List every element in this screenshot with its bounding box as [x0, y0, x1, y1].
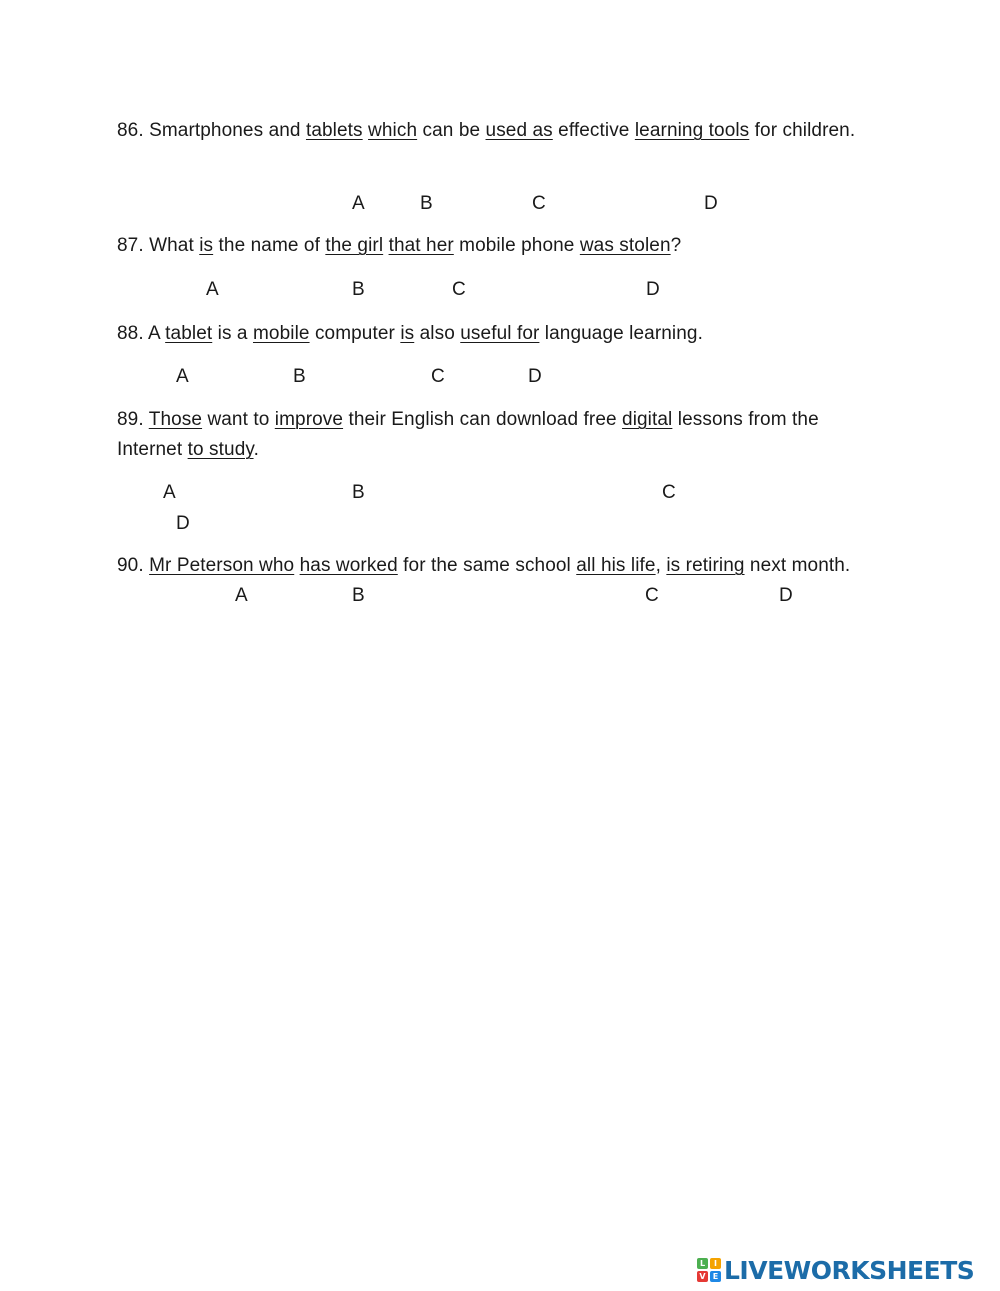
sentence-text: 87. What — [117, 235, 200, 256]
sentence-text: computer — [309, 323, 401, 344]
sentence-text: for children. — [749, 120, 856, 141]
underlined-phrase: learning tools — [634, 120, 750, 141]
question-88 — [117, 319, 862, 349]
question-89 — [117, 405, 862, 465]
underlined-phrase: digital — [622, 409, 673, 430]
sentence-text: mobile phone — [453, 235, 580, 256]
underlined-phrase: to study — [187, 439, 254, 460]
underlined-phrase: is — [199, 235, 214, 256]
underlined-phrase: is — [400, 323, 415, 344]
sentence-text: language learning. — [539, 323, 703, 344]
q90-option-d: D — [779, 585, 793, 606]
sentence-text: want to — [202, 409, 275, 430]
q86-option-c: C — [532, 193, 546, 214]
mark-letter: V — [697, 1271, 708, 1282]
q88-option-a: A — [176, 366, 189, 387]
liveworksheets-mark-icon — [697, 1258, 721, 1282]
q87-option-a: A — [206, 279, 219, 300]
q88-option-b: B — [293, 366, 306, 387]
sentence-text: lessons from the Internet — [117, 409, 819, 460]
underlined-phrase: Those — [148, 409, 203, 430]
sentence-text: next month. — [744, 555, 851, 576]
sentence-text: for the same school — [397, 555, 577, 576]
underlined-phrase: useful for — [460, 323, 540, 344]
q90-option-a: A — [235, 585, 248, 606]
underlined-phrase: was stolen — [579, 235, 671, 256]
sentence-text: the name of — [213, 235, 326, 256]
sentence-text: . — [253, 439, 259, 460]
sentence-text: can be — [417, 120, 486, 141]
underlined-phrase: improve — [274, 409, 344, 430]
q88-option-c: C — [431, 366, 445, 387]
sentence-text: 88. A — [117, 323, 166, 344]
q87-option-b: B — [352, 279, 365, 300]
mark-letter: L — [697, 1258, 708, 1269]
q89-option-a: A — [163, 482, 176, 503]
brand-name: LIVEWORKSHEETS — [724, 1255, 975, 1285]
underlined-phrase: used as — [485, 120, 553, 141]
q89-option-c: C — [662, 482, 676, 503]
sentence-text: ? — [670, 235, 682, 256]
sentence-text: 86. Smartphones and — [117, 120, 306, 141]
q87-option-d: D — [646, 279, 660, 300]
underlined-phrase: the girl — [325, 235, 384, 256]
underlined-phrase: that her — [388, 235, 454, 256]
q90-option-b: B — [352, 585, 365, 606]
q87-option-c: C — [452, 279, 466, 300]
question-90 — [117, 551, 862, 581]
sentence-text: their English can download free — [343, 409, 623, 430]
mark-letter: E — [710, 1271, 721, 1282]
question-87 — [117, 231, 862, 261]
underlined-phrase: tablets — [305, 120, 363, 141]
underlined-phrase: tablet — [165, 323, 213, 344]
q86-option-b: B — [420, 193, 433, 214]
sentence-text: 90. — [117, 555, 150, 576]
sentence-text: is a — [212, 323, 253, 344]
mark-letter: I — [710, 1258, 721, 1269]
q89-option-b: B — [352, 482, 365, 503]
underlined-phrase: is retiring — [666, 555, 745, 576]
q90-option-c: C — [645, 585, 659, 606]
q86-option-d: D — [704, 193, 718, 214]
underlined-phrase: which — [368, 120, 418, 141]
sentence-text: effective — [552, 120, 635, 141]
underlined-phrase: all his life — [576, 555, 656, 576]
sentence-text: , — [655, 555, 667, 576]
underlined-phrase: has worked — [299, 555, 398, 576]
liveworksheets-logo — [697, 1254, 974, 1286]
q88-option-d: D — [528, 366, 542, 387]
q86-option-a: A — [352, 193, 365, 214]
sentence-text: 89. — [117, 409, 149, 430]
sentence-text: also — [414, 323, 461, 344]
q89-option-d: D — [176, 513, 190, 534]
underlined-phrase: Mr Peterson who — [149, 555, 295, 576]
underlined-phrase: mobile — [252, 323, 310, 344]
question-86 — [117, 116, 862, 146]
